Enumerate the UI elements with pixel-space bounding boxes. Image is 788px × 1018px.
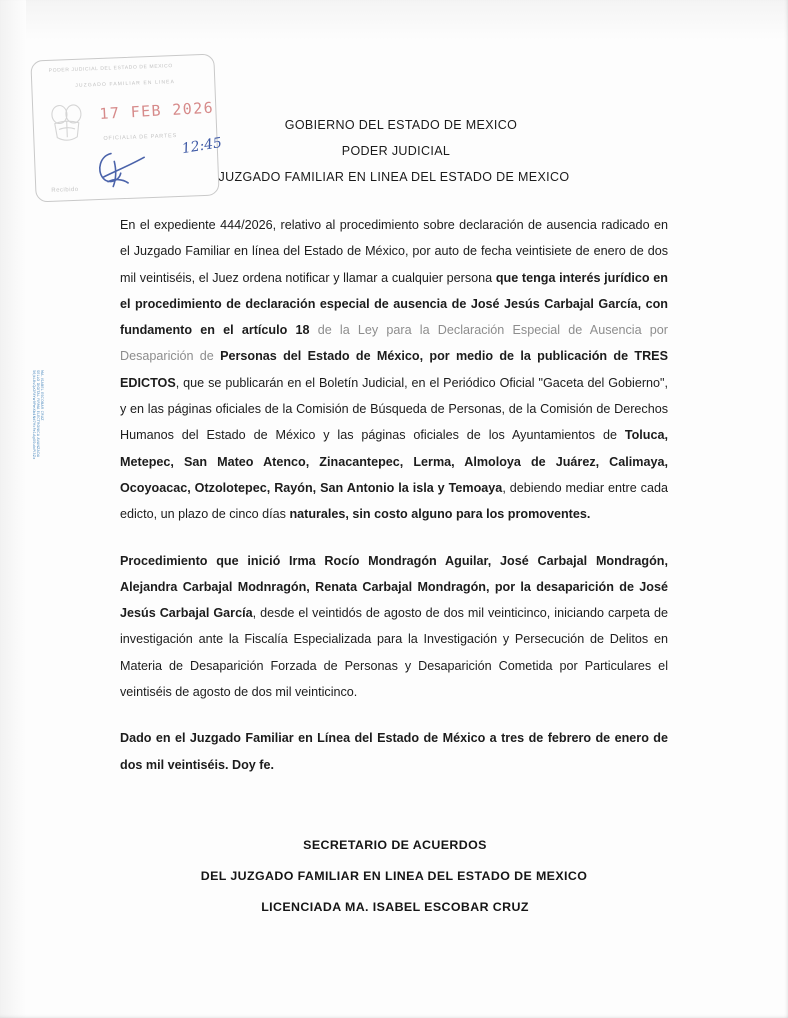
signature-role: SECRETARIO DE ACUERDOS xyxy=(303,837,487,852)
paragraph-dado xyxy=(120,725,668,778)
stamp-header-text: PODER JUDICIAL DEL ESTADO DE MEXICO xyxy=(48,63,173,74)
state-seal-emblem xyxy=(48,103,86,146)
text-run: , desde el veintidós de agosto de dos mil veinticinco, iniciando carpeta de investigación ante la Fiscalía Especializada para la Investigación y Persecución de Delitos en Materia de Desaparición Forzada de Personas y Desaparición Cometida por Particulares el veintiséis de agosto de dos mil veinticinco. xyxy=(120,606,668,700)
text-run: naturales, sin costo alguno para los promoventes. xyxy=(289,507,591,522)
fea-line-2: SELLO DIGITAL FIRMA ELECTRONICA AVANZADA xyxy=(35,370,40,458)
fea-line-3: 56JkL8vQz2RtYw9PmXb4Nd7HcFe1Ag0SuIoPl3Zx xyxy=(31,370,36,460)
signature-court: DEL JUZGADO FAMILIAR EN LINEA DEL ESTADO DE MEXICO xyxy=(200,868,588,883)
header-line-court: JUZGADO FAMILIAR EN LINEA DEL ESTADO DE MEXICO xyxy=(218,170,570,184)
stamp-subheader-text: JUZGADO FAMILIAR EN LINEA xyxy=(75,79,176,89)
document-content xyxy=(120,0,668,923)
text-run: En el expediente 444/2026, relativo al procedimiento sobre declaración de ausencia radicado en el Juzgado Familiar en línea del Estado de México, por auto de fecha veintisiete de enero de dos mil veintiséis, el Juez ordena notificar y llamar a cualquier persona xyxy=(120,218,668,285)
paragraph-procedimiento xyxy=(120,548,668,706)
text-run: Toluca, Metepec, San Mateo Atenco, Zinacantepec, Lerma, Almoloya de Juárez, Calimaya, Ocoyoacac, Otzolotepec, Rayón, San Antonio la isla y Temoaya xyxy=(120,428,668,495)
text-run: Personas del Estado de México, por medio de la publicación de TRES EDICTOS xyxy=(120,349,668,390)
header-line-government: GOBIERNO DEL ESTADO DE MEXICO xyxy=(284,118,518,132)
stamp-time-text: 12:45 xyxy=(180,134,224,158)
fea-line-1: MA. ISABEL ESCOBAR CRUZ xyxy=(40,370,44,421)
document-body xyxy=(120,212,668,778)
document-header xyxy=(120,0,668,190)
text-run: de la Ley para la Declaración Especial de Ausencia por Desaparición de xyxy=(120,323,668,364)
text-run: Procedimiento que inició Irma Rocío Mondragón Aguilar, José Carbajal Mondragón, Alejandra Carbajal Modnragón, Renata Carbajal Mondragón, por la desaparición de José Jesús Carbajal García xyxy=(120,553,668,621)
stamp-recibido-label: Recibido xyxy=(51,186,79,194)
signature-block xyxy=(120,830,668,923)
scan-edge-left xyxy=(0,0,26,1018)
electronic-signature-watermark xyxy=(24,370,44,520)
text-run: , que se publicarán en el Boletín Judicial, en el Periódico Oficial "Gaceta del Gobierno", y en las páginas oficiales de la Comisión de Búsqueda de Personas, de la Comisión de Derechos Humanos del Estado de México y las páginas oficiales de los Ayuntamientos de xyxy=(120,375,668,443)
paragraph-expediente xyxy=(120,212,668,528)
text-run: que tenga interés jurídico en el procedimiento de declaración especial de ausencia de José Jesús Carbajal García, con fundamento en el artículo 18 xyxy=(120,270,668,338)
signature-name: LICENCIADA MA. ISABEL ESCOBAR CRUZ xyxy=(261,899,529,914)
text-run: , debiendo mediar entre cada edicto, un plazo de cinco días xyxy=(120,480,668,522)
stamp-office-text: OFICIALIA DE PARTES xyxy=(103,133,178,142)
stamp-date-text: 17 FEB 2026 xyxy=(98,98,215,123)
text-run: Dado en el Juzgado Familiar en Línea del Estado de México a tres de febrero de enero de dos mil veintiséis. Doy fe. xyxy=(120,731,668,772)
header-line-judiciary: PODER JUDICIAL xyxy=(341,144,451,158)
